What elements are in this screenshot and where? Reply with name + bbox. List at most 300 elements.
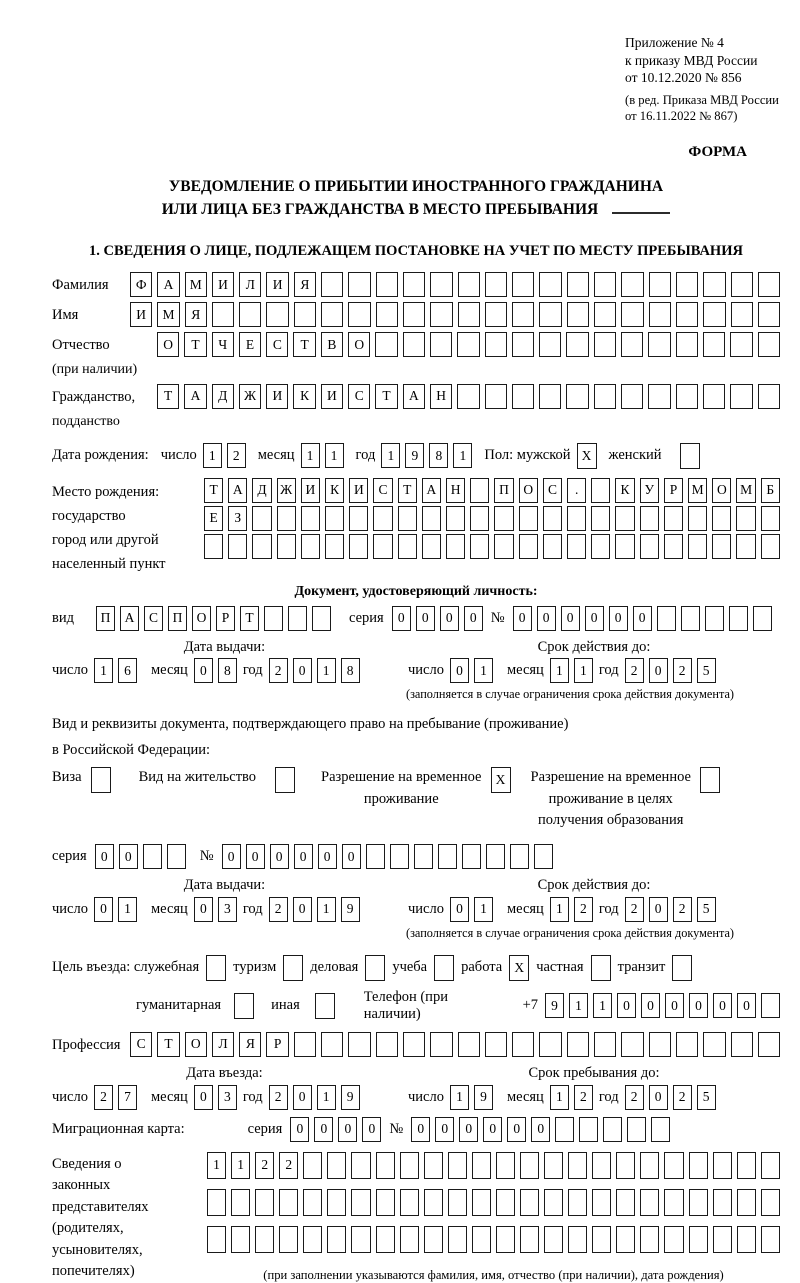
representatives-cell[interactable]: [231, 1189, 250, 1216]
representatives-cell[interactable]: 2: [255, 1152, 274, 1179]
patronymic-cell[interactable]: Т: [184, 332, 206, 357]
doc-kind-cell[interactable]: А: [120, 606, 139, 631]
residence-issue-month-cell[interactable]: 0: [194, 897, 213, 922]
representatives-cell[interactable]: [279, 1189, 298, 1216]
given-name-cell[interactable]: [403, 302, 425, 327]
purpose-private-cell[interactable]: [591, 955, 611, 981]
representatives-cell[interactable]: [327, 1152, 346, 1179]
citizenship-cell[interactable]: [621, 384, 643, 409]
representatives-cell[interactable]: [303, 1189, 322, 1216]
residence-number-cell[interactable]: 0: [342, 844, 361, 869]
given-name-cell[interactable]: [649, 302, 671, 327]
entry-year-cell[interactable]: 1: [317, 1085, 336, 1110]
birth-place-cell[interactable]: [761, 506, 780, 531]
profession-cell[interactable]: [403, 1032, 425, 1057]
profession-cell[interactable]: [376, 1032, 398, 1057]
representatives-cell[interactable]: [689, 1189, 708, 1216]
migration-number-cell[interactable]: [627, 1117, 646, 1142]
representatives-cell[interactable]: [351, 1189, 370, 1216]
surname-cell[interactable]: [376, 272, 398, 297]
given-name-cell[interactable]: [430, 302, 452, 327]
representatives-cell[interactable]: [616, 1152, 635, 1179]
residence-issue-day-cell[interactable]: 0: [94, 897, 113, 922]
representatives-cell[interactable]: [448, 1152, 467, 1179]
profession-cell[interactable]: [539, 1032, 561, 1057]
given-name-cell[interactable]: И: [130, 302, 152, 327]
patronymic-cell[interactable]: [457, 332, 479, 357]
birth-place-cell[interactable]: [519, 506, 538, 531]
surname-cell[interactable]: [348, 272, 370, 297]
citizenship-cell[interactable]: [457, 384, 479, 409]
birth-place-cell[interactable]: [615, 534, 634, 559]
citizenship-cell[interactable]: Т: [157, 384, 179, 409]
residence-number-cell[interactable]: [462, 844, 481, 869]
stay-month-cell[interactable]: 1: [550, 1085, 569, 1110]
residence-series-cell[interactable]: 0: [95, 844, 114, 869]
doc-issue-year-cell[interactable]: 2: [269, 658, 288, 683]
birth-place-cell[interactable]: О: [519, 478, 538, 503]
given-name-cell[interactable]: [485, 302, 507, 327]
representatives-cell[interactable]: [424, 1226, 443, 1253]
representatives-cell[interactable]: [376, 1226, 395, 1253]
birth-place-cell[interactable]: [228, 534, 247, 559]
birth-year-cell[interactable]: 1: [453, 443, 472, 468]
birth-year-cell[interactable]: 8: [429, 443, 448, 468]
representatives-cell[interactable]: [327, 1226, 346, 1253]
citizenship-cell[interactable]: [703, 384, 725, 409]
entry-month-cell[interactable]: 0: [194, 1085, 213, 1110]
representatives-cell[interactable]: [544, 1152, 563, 1179]
residence-issue-year-cell[interactable]: 9: [341, 897, 360, 922]
residence-valid-year-cell[interactable]: 2: [673, 897, 692, 922]
patronymic-cell[interactable]: Ч: [212, 332, 234, 357]
birth-place-cell[interactable]: К: [615, 478, 634, 503]
patronymic-cell[interactable]: [594, 332, 616, 357]
doc-series-cell[interactable]: 0: [392, 606, 411, 631]
birth-place-cell[interactable]: [640, 506, 659, 531]
representatives-cell[interactable]: [496, 1152, 515, 1179]
birth-place-cell[interactable]: И: [349, 478, 368, 503]
migration-series-cell[interactable]: 0: [362, 1117, 381, 1142]
stay-year-cell[interactable]: 0: [649, 1085, 668, 1110]
representatives-cell[interactable]: [616, 1226, 635, 1253]
given-name-cell[interactable]: [512, 302, 534, 327]
surname-cell[interactable]: [758, 272, 780, 297]
surname-cell[interactable]: Ф: [130, 272, 152, 297]
representatives-cell[interactable]: [424, 1152, 443, 1179]
birth-place-cell[interactable]: П: [494, 478, 513, 503]
representatives-cell[interactable]: [664, 1189, 683, 1216]
representatives-cell[interactable]: [351, 1152, 370, 1179]
stay-day-cell[interactable]: 9: [474, 1085, 493, 1110]
birth-place-cell[interactable]: А: [422, 478, 441, 503]
birth-place-cell[interactable]: [736, 506, 755, 531]
birth-place-cell[interactable]: [252, 534, 271, 559]
representatives-cell[interactable]: [472, 1226, 491, 1253]
representatives-cell[interactable]: [472, 1152, 491, 1179]
representatives-cell[interactable]: [689, 1152, 708, 1179]
citizenship-cell[interactable]: [539, 384, 561, 409]
doc-number-cell[interactable]: 0: [513, 606, 532, 631]
surname-cell[interactable]: И: [266, 272, 288, 297]
doc-number-cell[interactable]: [753, 606, 772, 631]
birth-place-cell[interactable]: З: [228, 506, 247, 531]
surname-cell[interactable]: [649, 272, 671, 297]
doc-series-cell[interactable]: 0: [440, 606, 459, 631]
birth-year-cell[interactable]: 9: [405, 443, 424, 468]
entry-year-cell[interactable]: 9: [341, 1085, 360, 1110]
birth-place-cell[interactable]: [422, 534, 441, 559]
citizenship-cell[interactable]: А: [184, 384, 206, 409]
patronymic-cell[interactable]: [621, 332, 643, 357]
patronymic-cell[interactable]: О: [157, 332, 179, 357]
birth-place-cell[interactable]: [301, 534, 320, 559]
purpose-humanitarian-cell[interactable]: [234, 993, 254, 1019]
residence-valid-month-cell[interactable]: 2: [574, 897, 593, 922]
doc-number-cell[interactable]: [681, 606, 700, 631]
citizenship-cell[interactable]: И: [266, 384, 288, 409]
representatives-cell[interactable]: [640, 1189, 659, 1216]
purpose-work-cell[interactable]: X: [509, 955, 529, 981]
given-name-cell[interactable]: Я: [185, 302, 207, 327]
given-name-cell[interactable]: [376, 302, 398, 327]
birth-place-cell[interactable]: Е: [204, 506, 223, 531]
doc-valid-year-cell[interactable]: 5: [697, 658, 716, 683]
birth-place-cell[interactable]: [446, 534, 465, 559]
birth-month-cell[interactable]: 1: [301, 443, 320, 468]
given-name-cell[interactable]: [239, 302, 261, 327]
patronymic-cell[interactable]: [758, 332, 780, 357]
residence-valid-day-cell[interactable]: 1: [474, 897, 493, 922]
surname-cell[interactable]: [621, 272, 643, 297]
representatives-cell[interactable]: [713, 1152, 732, 1179]
birth-place-cell[interactable]: [494, 506, 513, 531]
given-name-cell[interactable]: [567, 302, 589, 327]
residence-valid-day-cell[interactable]: 0: [450, 897, 469, 922]
patronymic-cell[interactable]: [566, 332, 588, 357]
representatives-cell[interactable]: [544, 1189, 563, 1216]
stay-year-cell[interactable]: 5: [697, 1085, 716, 1110]
residence-issue-year-cell[interactable]: 1: [317, 897, 336, 922]
citizenship-cell[interactable]: Д: [212, 384, 234, 409]
representatives-cell[interactable]: [592, 1226, 611, 1253]
doc-issue-year-cell[interactable]: 8: [341, 658, 360, 683]
given-name-cell[interactable]: [458, 302, 480, 327]
profession-cell[interactable]: [703, 1032, 725, 1057]
doc-issue-day-cell[interactable]: 6: [118, 658, 137, 683]
residence-permit-cell[interactable]: [275, 767, 295, 793]
phone-cell[interactable]: 0: [713, 993, 732, 1018]
birth-place-cell[interactable]: [615, 506, 634, 531]
phone-cell[interactable]: 1: [593, 993, 612, 1018]
doc-number-cell[interactable]: 0: [537, 606, 556, 631]
purpose-official-cell[interactable]: [206, 955, 226, 981]
doc-valid-year-cell[interactable]: 2: [625, 658, 644, 683]
citizenship-cell[interactable]: [730, 384, 752, 409]
birth-place-cell[interactable]: Р: [664, 478, 683, 503]
birth-place-cell[interactable]: У: [640, 478, 659, 503]
birth-place-cell[interactable]: [494, 534, 513, 559]
patronymic-cell[interactable]: [648, 332, 670, 357]
doc-kind-cell[interactable]: [288, 606, 307, 631]
migration-number-cell[interactable]: 0: [531, 1117, 550, 1142]
sex-male-cell[interactable]: X: [577, 443, 597, 469]
birth-place-cell[interactable]: [591, 534, 610, 559]
phone-cell[interactable]: [761, 993, 780, 1018]
migration-number-cell[interactable]: 0: [459, 1117, 478, 1142]
citizenship-cell[interactable]: [594, 384, 616, 409]
patronymic-cell[interactable]: [539, 332, 561, 357]
birth-place-cell[interactable]: [567, 534, 586, 559]
phone-cell[interactable]: 0: [617, 993, 636, 1018]
given-name-cell[interactable]: [731, 302, 753, 327]
profession-cell[interactable]: [567, 1032, 589, 1057]
entry-day-cell[interactable]: 2: [94, 1085, 113, 1110]
birth-place-cell[interactable]: [277, 506, 296, 531]
profession-cell[interactable]: Л: [212, 1032, 234, 1057]
birth-place-cell[interactable]: [543, 534, 562, 559]
citizenship-cell[interactable]: [485, 384, 507, 409]
representatives-cell[interactable]: [231, 1226, 250, 1253]
phone-cell[interactable]: 0: [641, 993, 660, 1018]
surname-cell[interactable]: [485, 272, 507, 297]
representatives-cell[interactable]: [713, 1189, 732, 1216]
patronymic-cell[interactable]: Е: [239, 332, 261, 357]
residence-number-cell[interactable]: [390, 844, 409, 869]
purpose-business-cell[interactable]: [365, 955, 385, 981]
patronymic-cell[interactable]: [676, 332, 698, 357]
residence-number-cell[interactable]: 0: [318, 844, 337, 869]
surname-cell[interactable]: И: [212, 272, 234, 297]
entry-month-cell[interactable]: 3: [218, 1085, 237, 1110]
representatives-cell[interactable]: [400, 1226, 419, 1253]
representatives-cell[interactable]: [303, 1152, 322, 1179]
given-name-cell[interactable]: [212, 302, 234, 327]
representatives-cell[interactable]: [376, 1189, 395, 1216]
residence-number-cell[interactable]: [486, 844, 505, 869]
residence-series-cell[interactable]: [143, 844, 162, 869]
patronymic-cell[interactable]: [403, 332, 425, 357]
residence-number-cell[interactable]: 0: [270, 844, 289, 869]
representatives-cell[interactable]: [568, 1226, 587, 1253]
birth-place-cell[interactable]: С: [373, 478, 392, 503]
birth-place-cell[interactable]: [301, 506, 320, 531]
representatives-cell[interactable]: [544, 1226, 563, 1253]
birth-place-cell[interactable]: [688, 534, 707, 559]
representatives-cell[interactable]: [207, 1226, 226, 1253]
citizenship-cell[interactable]: Т: [375, 384, 397, 409]
birth-place-cell[interactable]: [688, 506, 707, 531]
birth-place-cell[interactable]: [398, 506, 417, 531]
birth-place-cell[interactable]: М: [688, 478, 707, 503]
representatives-cell[interactable]: [207, 1189, 226, 1216]
birth-place-cell[interactable]: М: [736, 478, 755, 503]
representatives-cell[interactable]: [376, 1152, 395, 1179]
profession-cell[interactable]: [485, 1032, 507, 1057]
profession-cell[interactable]: [321, 1032, 343, 1057]
citizenship-cell[interactable]: Ж: [239, 384, 261, 409]
doc-issue-year-cell[interactable]: 1: [317, 658, 336, 683]
phone-cell[interactable]: 9: [545, 993, 564, 1018]
birth-place-cell[interactable]: Б: [761, 478, 780, 503]
representatives-cell[interactable]: [255, 1189, 274, 1216]
birth-place-cell[interactable]: [349, 534, 368, 559]
phone-cell[interactable]: 0: [665, 993, 684, 1018]
residence-valid-year-cell[interactable]: 0: [649, 897, 668, 922]
representatives-cell[interactable]: [303, 1226, 322, 1253]
representatives-cell[interactable]: [664, 1226, 683, 1253]
birth-place-cell[interactable]: [373, 506, 392, 531]
surname-cell[interactable]: [403, 272, 425, 297]
surname-cell[interactable]: [539, 272, 561, 297]
representatives-cell[interactable]: [761, 1189, 780, 1216]
surname-cell[interactable]: А: [157, 272, 179, 297]
purpose-study-cell[interactable]: [434, 955, 454, 981]
citizenship-cell[interactable]: [566, 384, 588, 409]
stay-year-cell[interactable]: 2: [673, 1085, 692, 1110]
residence-number-cell[interactable]: 0: [294, 844, 313, 869]
given-name-cell[interactable]: [539, 302, 561, 327]
migration-series-cell[interactable]: 0: [338, 1117, 357, 1142]
birth-place-cell[interactable]: [664, 506, 683, 531]
given-name-cell[interactable]: [266, 302, 288, 327]
birth-place-cell[interactable]: [712, 534, 731, 559]
patronymic-cell[interactable]: Т: [293, 332, 315, 357]
birth-place-cell[interactable]: [398, 534, 417, 559]
given-name-cell[interactable]: [758, 302, 780, 327]
birth-place-cell[interactable]: А: [228, 478, 247, 503]
profession-cell[interactable]: [649, 1032, 671, 1057]
surname-cell[interactable]: М: [185, 272, 207, 297]
surname-cell[interactable]: [703, 272, 725, 297]
phone-cell[interactable]: 1: [569, 993, 588, 1018]
representatives-cell[interactable]: [255, 1226, 274, 1253]
birth-place-cell[interactable]: [349, 506, 368, 531]
birth-place-cell[interactable]: .: [567, 478, 586, 503]
birth-place-cell[interactable]: [204, 534, 223, 559]
birth-day-cell[interactable]: 1: [203, 443, 222, 468]
visa-cell[interactable]: [91, 767, 111, 793]
doc-kind-cell[interactable]: П: [168, 606, 187, 631]
birth-place-cell[interactable]: [277, 534, 296, 559]
residence-number-cell[interactable]: [414, 844, 433, 869]
profession-cell[interactable]: [676, 1032, 698, 1057]
purpose-tourism-cell[interactable]: [283, 955, 303, 981]
residence-series-cell[interactable]: [167, 844, 186, 869]
representatives-cell[interactable]: [713, 1226, 732, 1253]
citizenship-cell[interactable]: И: [321, 384, 343, 409]
representatives-cell[interactable]: [351, 1226, 370, 1253]
birth-place-cell[interactable]: [325, 506, 344, 531]
representatives-cell[interactable]: [616, 1189, 635, 1216]
stay-month-cell[interactable]: 2: [574, 1085, 593, 1110]
doc-kind-cell[interactable]: Т: [240, 606, 259, 631]
entry-year-cell[interactable]: 2: [269, 1085, 288, 1110]
birth-place-cell[interactable]: Т: [398, 478, 417, 503]
doc-number-cell[interactable]: [705, 606, 724, 631]
representatives-cell[interactable]: [592, 1189, 611, 1216]
doc-series-cell[interactable]: 0: [464, 606, 483, 631]
representatives-cell[interactable]: [496, 1226, 515, 1253]
representatives-cell[interactable]: [496, 1189, 515, 1216]
doc-number-cell[interactable]: 0: [585, 606, 604, 631]
birth-place-cell[interactable]: С: [543, 478, 562, 503]
representatives-cell[interactable]: [520, 1226, 539, 1253]
profession-cell[interactable]: Я: [239, 1032, 261, 1057]
patronymic-cell[interactable]: [485, 332, 507, 357]
profession-cell[interactable]: Р: [266, 1032, 288, 1057]
residence-number-cell[interactable]: 0: [222, 844, 241, 869]
doc-kind-cell[interactable]: П: [96, 606, 115, 631]
phone-cell[interactable]: 0: [737, 993, 756, 1018]
doc-kind-cell[interactable]: С: [144, 606, 163, 631]
residence-number-cell[interactable]: [534, 844, 553, 869]
citizenship-cell[interactable]: А: [403, 384, 425, 409]
purpose-transit-cell[interactable]: [672, 955, 692, 981]
patronymic-cell[interactable]: В: [321, 332, 343, 357]
edu-residence-cell[interactable]: [700, 767, 720, 793]
residence-issue-day-cell[interactable]: 1: [118, 897, 137, 922]
given-name-cell[interactable]: [348, 302, 370, 327]
migration-number-cell[interactable]: 0: [483, 1117, 502, 1142]
representatives-cell[interactable]: [640, 1152, 659, 1179]
doc-valid-year-cell[interactable]: 0: [649, 658, 668, 683]
patronymic-cell[interactable]: [730, 332, 752, 357]
residence-valid-year-cell[interactable]: 5: [697, 897, 716, 922]
doc-valid-month-cell[interactable]: 1: [574, 658, 593, 683]
migration-number-cell[interactable]: 0: [507, 1117, 526, 1142]
birth-place-cell[interactable]: [252, 506, 271, 531]
representatives-cell[interactable]: [472, 1189, 491, 1216]
citizenship-cell[interactable]: [512, 384, 534, 409]
representatives-cell[interactable]: 1: [231, 1152, 250, 1179]
representatives-cell[interactable]: [568, 1152, 587, 1179]
birth-place-cell[interactable]: К: [325, 478, 344, 503]
profession-cell[interactable]: [621, 1032, 643, 1057]
residence-valid-month-cell[interactable]: 1: [550, 897, 569, 922]
representatives-cell[interactable]: [279, 1226, 298, 1253]
migration-number-cell[interactable]: [603, 1117, 622, 1142]
phone-cell[interactable]: 0: [689, 993, 708, 1018]
birth-place-cell[interactable]: [470, 506, 489, 531]
birth-place-cell[interactable]: [422, 506, 441, 531]
birth-place-cell[interactable]: [543, 506, 562, 531]
representatives-cell[interactable]: [761, 1226, 780, 1253]
given-name-cell[interactable]: [294, 302, 316, 327]
surname-cell[interactable]: [321, 272, 343, 297]
birth-day-cell[interactable]: 2: [227, 443, 246, 468]
sex-female-cell[interactable]: [680, 443, 700, 469]
representatives-cell[interactable]: [737, 1152, 756, 1179]
migration-number-cell[interactable]: 0: [411, 1117, 430, 1142]
profession-cell[interactable]: [731, 1032, 753, 1057]
patronymic-cell[interactable]: [375, 332, 397, 357]
given-name-cell[interactable]: [621, 302, 643, 327]
residence-number-cell[interactable]: 0: [246, 844, 265, 869]
residence-issue-month-cell[interactable]: 3: [218, 897, 237, 922]
birth-place-cell[interactable]: [446, 506, 465, 531]
doc-number-cell[interactable]: [729, 606, 748, 631]
residence-number-cell[interactable]: [510, 844, 529, 869]
surname-cell[interactable]: [512, 272, 534, 297]
birth-place-cell[interactable]: [325, 534, 344, 559]
migration-number-cell[interactable]: [555, 1117, 574, 1142]
doc-kind-cell[interactable]: Р: [216, 606, 235, 631]
birth-place-cell[interactable]: О: [712, 478, 731, 503]
birth-year-cell[interactable]: 1: [381, 443, 400, 468]
citizenship-cell[interactable]: К: [293, 384, 315, 409]
doc-number-cell[interactable]: [657, 606, 676, 631]
